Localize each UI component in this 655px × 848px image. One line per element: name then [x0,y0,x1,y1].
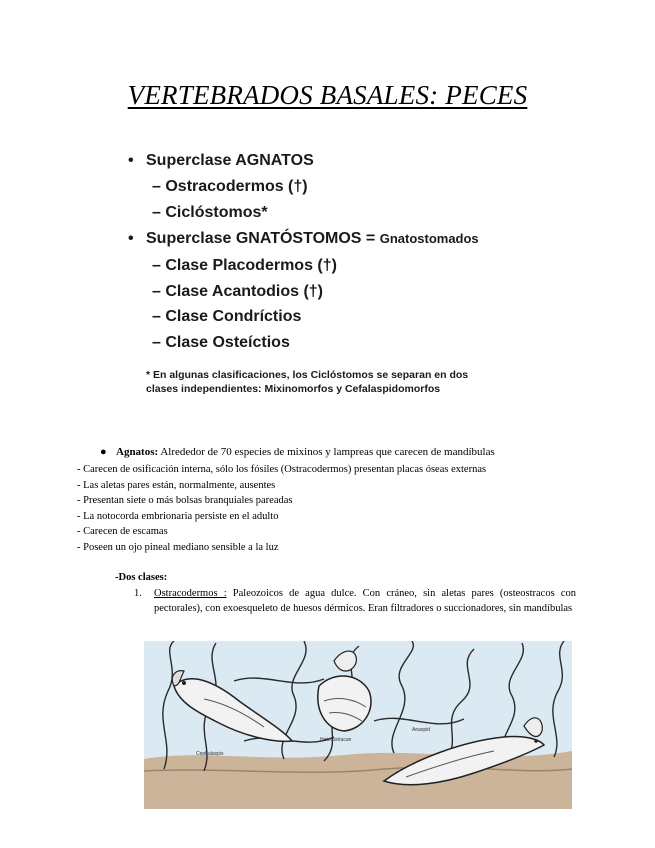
ostracoderm-illustration [144,641,572,809]
list-item: - La notocorda embrionaria persiste en el adulto [77,510,279,522]
enum-item-ostracodermos [134,586,576,616]
superclass-gnatostomos: • Superclase GNATÓSTOMOS = Gnatostomados [128,230,479,247]
enum-text: Paleozoicos de agua dulce. Con cráneo, sin aletas pares (osteostracos con pectorales), con exoesqueleto de huesos dérmicos. Eran filtradores o succionadores, sin mandíbulas [154,588,576,614]
list-item: - Poseen un ojo pineal mediano sensible a la luz [77,541,279,553]
bullet-icon: • [128,152,134,169]
bullet-icon: • [128,230,134,247]
slide-note-line2: clases independientes: Mixinomorfos y Cefalaspidomorfos [146,383,441,395]
enum-term: Ostracodermos : [154,588,227,599]
dos-clases-heading: -Dos clases: [115,572,168,583]
superclass-agnatos: • Superclase AGNATOS [128,152,314,169]
item-condrictios: – Clase Condríctios [152,308,302,325]
list-item: - Carecen de osificación interna, sólo los fósiles (Ostracodermos) presentan placas óseas externas [77,464,487,475]
item-ostracodermos: – Ostracodermos (†) [152,178,308,195]
label-heterostracan: Heterostracan [320,737,352,743]
bullet-icon: ● [100,446,107,458]
page-title: VERTEBRADOS BASALES: PECES [127,80,528,110]
agnatos-features-list [77,462,486,555]
list-item: - Las aletas pares están, normalmente, ausentes [77,479,276,491]
agnatos-paragraph: ● Agnatos: Alrededor de 70 especies de mixinos y lampreas que carecen de mandíbulas [100,446,495,458]
enum-number: 1. [134,588,142,599]
item-placodermos: – Clase Placodermos (†) [152,257,337,274]
item-ciclostomos: – Ciclóstomos* [152,204,268,221]
item-osteictios: – Clase Osteíctios [152,334,290,351]
list-item: - Carecen de escamas [77,526,168,537]
list-item: - Presentan siete o más bolsas branquiales pareadas [77,495,293,506]
label-cephalaspis: Cephalaspis [196,751,224,757]
slide-note-line1: * En algunas clasificaciones, los Ciclóstomos se separan en dos [146,369,469,381]
item-acantodios: – Clase Acantodios (†) [152,283,324,300]
label-anaspid: Anaspid [412,727,431,733]
